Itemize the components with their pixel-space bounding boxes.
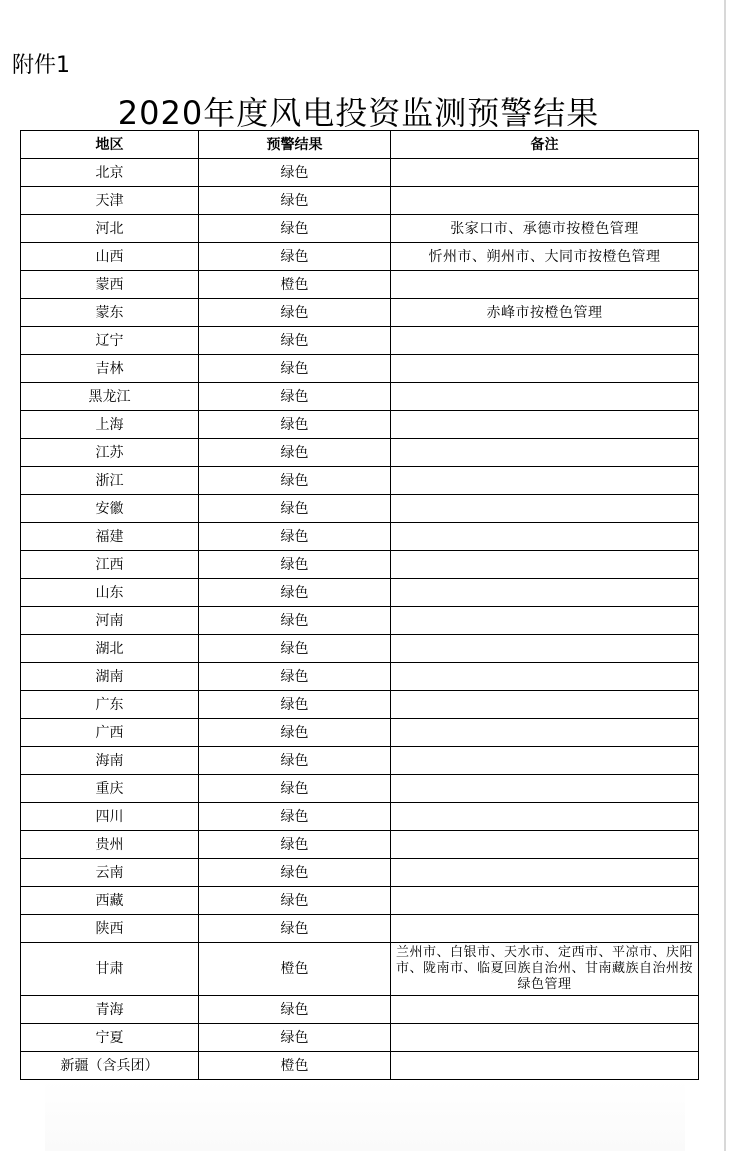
result-cell: 绿色 <box>199 775 391 803</box>
table-row <box>21 1052 699 1080</box>
result-cell: 绿色 <box>199 691 391 719</box>
result-cell: 绿色 <box>199 996 391 1024</box>
region-cell: 云南 <box>21 859 199 887</box>
table-row <box>21 607 699 635</box>
region-cell: 上海 <box>21 411 199 439</box>
result-cell: 绿色 <box>199 887 391 915</box>
result-cell: 绿色 <box>199 243 391 271</box>
table-row <box>21 383 699 411</box>
note-cell <box>391 915 699 943</box>
result-cell: 绿色 <box>199 327 391 355</box>
region-cell: 辽宁 <box>21 327 199 355</box>
result-cell: 绿色 <box>199 411 391 439</box>
table-row <box>21 243 699 271</box>
note-cell <box>391 775 699 803</box>
table-row <box>21 579 699 607</box>
result-cell: 绿色 <box>199 355 391 383</box>
region-cell: 贵州 <box>21 831 199 859</box>
note-cell <box>391 383 699 411</box>
result-cell: 橙色 <box>199 1052 391 1080</box>
region-cell: 天津 <box>21 187 199 215</box>
region-cell: 广东 <box>21 691 199 719</box>
region-cell: 黑龙江 <box>21 383 199 411</box>
note-cell <box>391 327 699 355</box>
result-cell: 绿色 <box>199 747 391 775</box>
table-row <box>21 691 699 719</box>
region-cell: 吉林 <box>21 355 199 383</box>
result-cell: 绿色 <box>199 1024 391 1052</box>
region-cell: 湖北 <box>21 635 199 663</box>
result-cell: 绿色 <box>199 607 391 635</box>
region-cell: 江苏 <box>21 439 199 467</box>
region-cell: 河南 <box>21 607 199 635</box>
header-note: 备注 <box>391 131 699 159</box>
result-cell: 绿色 <box>199 495 391 523</box>
result-cell: 绿色 <box>199 579 391 607</box>
note-cell <box>391 719 699 747</box>
region-cell: 宁夏 <box>21 1024 199 1052</box>
note-cell <box>391 1052 699 1080</box>
result-cell: 绿色 <box>199 831 391 859</box>
table-row <box>21 915 699 943</box>
note-cell <box>391 1024 699 1052</box>
note-cell <box>391 523 699 551</box>
region-cell: 安徽 <box>21 495 199 523</box>
region-cell: 蒙东 <box>21 299 199 327</box>
region-cell: 甘肃 <box>21 943 199 996</box>
table-row <box>21 996 699 1024</box>
note-cell <box>391 803 699 831</box>
region-cell: 新疆（含兵团） <box>21 1052 199 1080</box>
note-cell <box>391 159 699 187</box>
note-cell: 张家口市、承德市按橙色管理 <box>391 215 699 243</box>
note-cell <box>391 831 699 859</box>
region-cell: 陕西 <box>21 915 199 943</box>
note-cell <box>391 579 699 607</box>
table-row <box>21 523 699 551</box>
header-result: 预警结果 <box>199 131 391 159</box>
result-cell: 绿色 <box>199 299 391 327</box>
table-row <box>21 271 699 299</box>
note-cell <box>391 495 699 523</box>
document-title: 2020年度风电投资监测预警结果 <box>117 94 600 132</box>
region-cell: 蒙西 <box>21 271 199 299</box>
table-row <box>21 411 699 439</box>
region-cell: 河北 <box>21 215 199 243</box>
note-cell <box>391 635 699 663</box>
table-row <box>21 663 699 691</box>
note-cell: 忻州市、朔州市、大同市按橙色管理 <box>391 243 699 271</box>
table-row <box>21 887 699 915</box>
result-cell: 绿色 <box>199 439 391 467</box>
note-cell <box>391 996 699 1024</box>
region-cell: 广西 <box>21 719 199 747</box>
result-cell: 绿色 <box>199 915 391 943</box>
header-region: 地区 <box>21 131 199 159</box>
result-cell: 绿色 <box>199 663 391 691</box>
result-cell: 橙色 <box>199 271 391 299</box>
note-cell <box>391 607 699 635</box>
note-cell <box>391 551 699 579</box>
table-header-row <box>21 131 699 159</box>
note-cell <box>391 411 699 439</box>
note-cell: 兰州市、白银市、天水市、定西市、平凉市、庆阳市、陇南市、临夏回族自治州、甘南藏族自治州按绿色管理 <box>391 943 699 996</box>
note-cell <box>391 187 699 215</box>
table-row <box>21 803 699 831</box>
result-cell: 绿色 <box>199 187 391 215</box>
result-cell: 绿色 <box>199 215 391 243</box>
table-row <box>21 439 699 467</box>
result-cell: 绿色 <box>199 467 391 495</box>
warning-results-table <box>20 130 699 1080</box>
note-cell <box>391 887 699 915</box>
table-row <box>21 859 699 887</box>
table-row <box>21 1024 699 1052</box>
result-cell: 绿色 <box>199 803 391 831</box>
region-cell: 山东 <box>21 579 199 607</box>
region-cell: 湖南 <box>21 663 199 691</box>
table-row <box>21 495 699 523</box>
table-row <box>21 747 699 775</box>
region-cell: 北京 <box>21 159 199 187</box>
note-cell <box>391 439 699 467</box>
region-cell: 福建 <box>21 523 199 551</box>
note-cell <box>391 663 699 691</box>
result-cell: 绿色 <box>199 523 391 551</box>
result-cell: 绿色 <box>199 635 391 663</box>
table-row <box>21 159 699 187</box>
table-row <box>21 551 699 579</box>
result-cell: 绿色 <box>199 551 391 579</box>
region-cell: 山西 <box>21 243 199 271</box>
table-row <box>21 327 699 355</box>
table-row <box>21 215 699 243</box>
table-row <box>21 467 699 495</box>
region-cell: 四川 <box>21 803 199 831</box>
table-row <box>21 355 699 383</box>
note-cell <box>391 859 699 887</box>
attachment-label: 附件1 <box>12 53 70 78</box>
note-cell <box>391 691 699 719</box>
note-cell <box>391 467 699 495</box>
note-cell: 赤峰市按橙色管理 <box>391 299 699 327</box>
table-row <box>21 719 699 747</box>
note-cell <box>391 747 699 775</box>
note-cell <box>391 355 699 383</box>
result-cell: 绿色 <box>199 159 391 187</box>
result-cell: 绿色 <box>199 719 391 747</box>
region-cell: 海南 <box>21 747 199 775</box>
table-row <box>21 831 699 859</box>
page-bottom-shade <box>45 1080 685 1151</box>
table-row <box>21 299 699 327</box>
region-cell: 浙江 <box>21 467 199 495</box>
table-row <box>21 775 699 803</box>
page-edge-rule <box>724 0 726 1151</box>
table-row <box>21 187 699 215</box>
result-cell: 绿色 <box>199 859 391 887</box>
region-cell: 重庆 <box>21 775 199 803</box>
result-cell: 绿色 <box>199 383 391 411</box>
region-cell: 青海 <box>21 996 199 1024</box>
result-cell: 橙色 <box>199 943 391 996</box>
table-row <box>21 635 699 663</box>
region-cell: 西藏 <box>21 887 199 915</box>
note-cell <box>391 271 699 299</box>
region-cell: 江西 <box>21 551 199 579</box>
table-row <box>21 943 699 996</box>
